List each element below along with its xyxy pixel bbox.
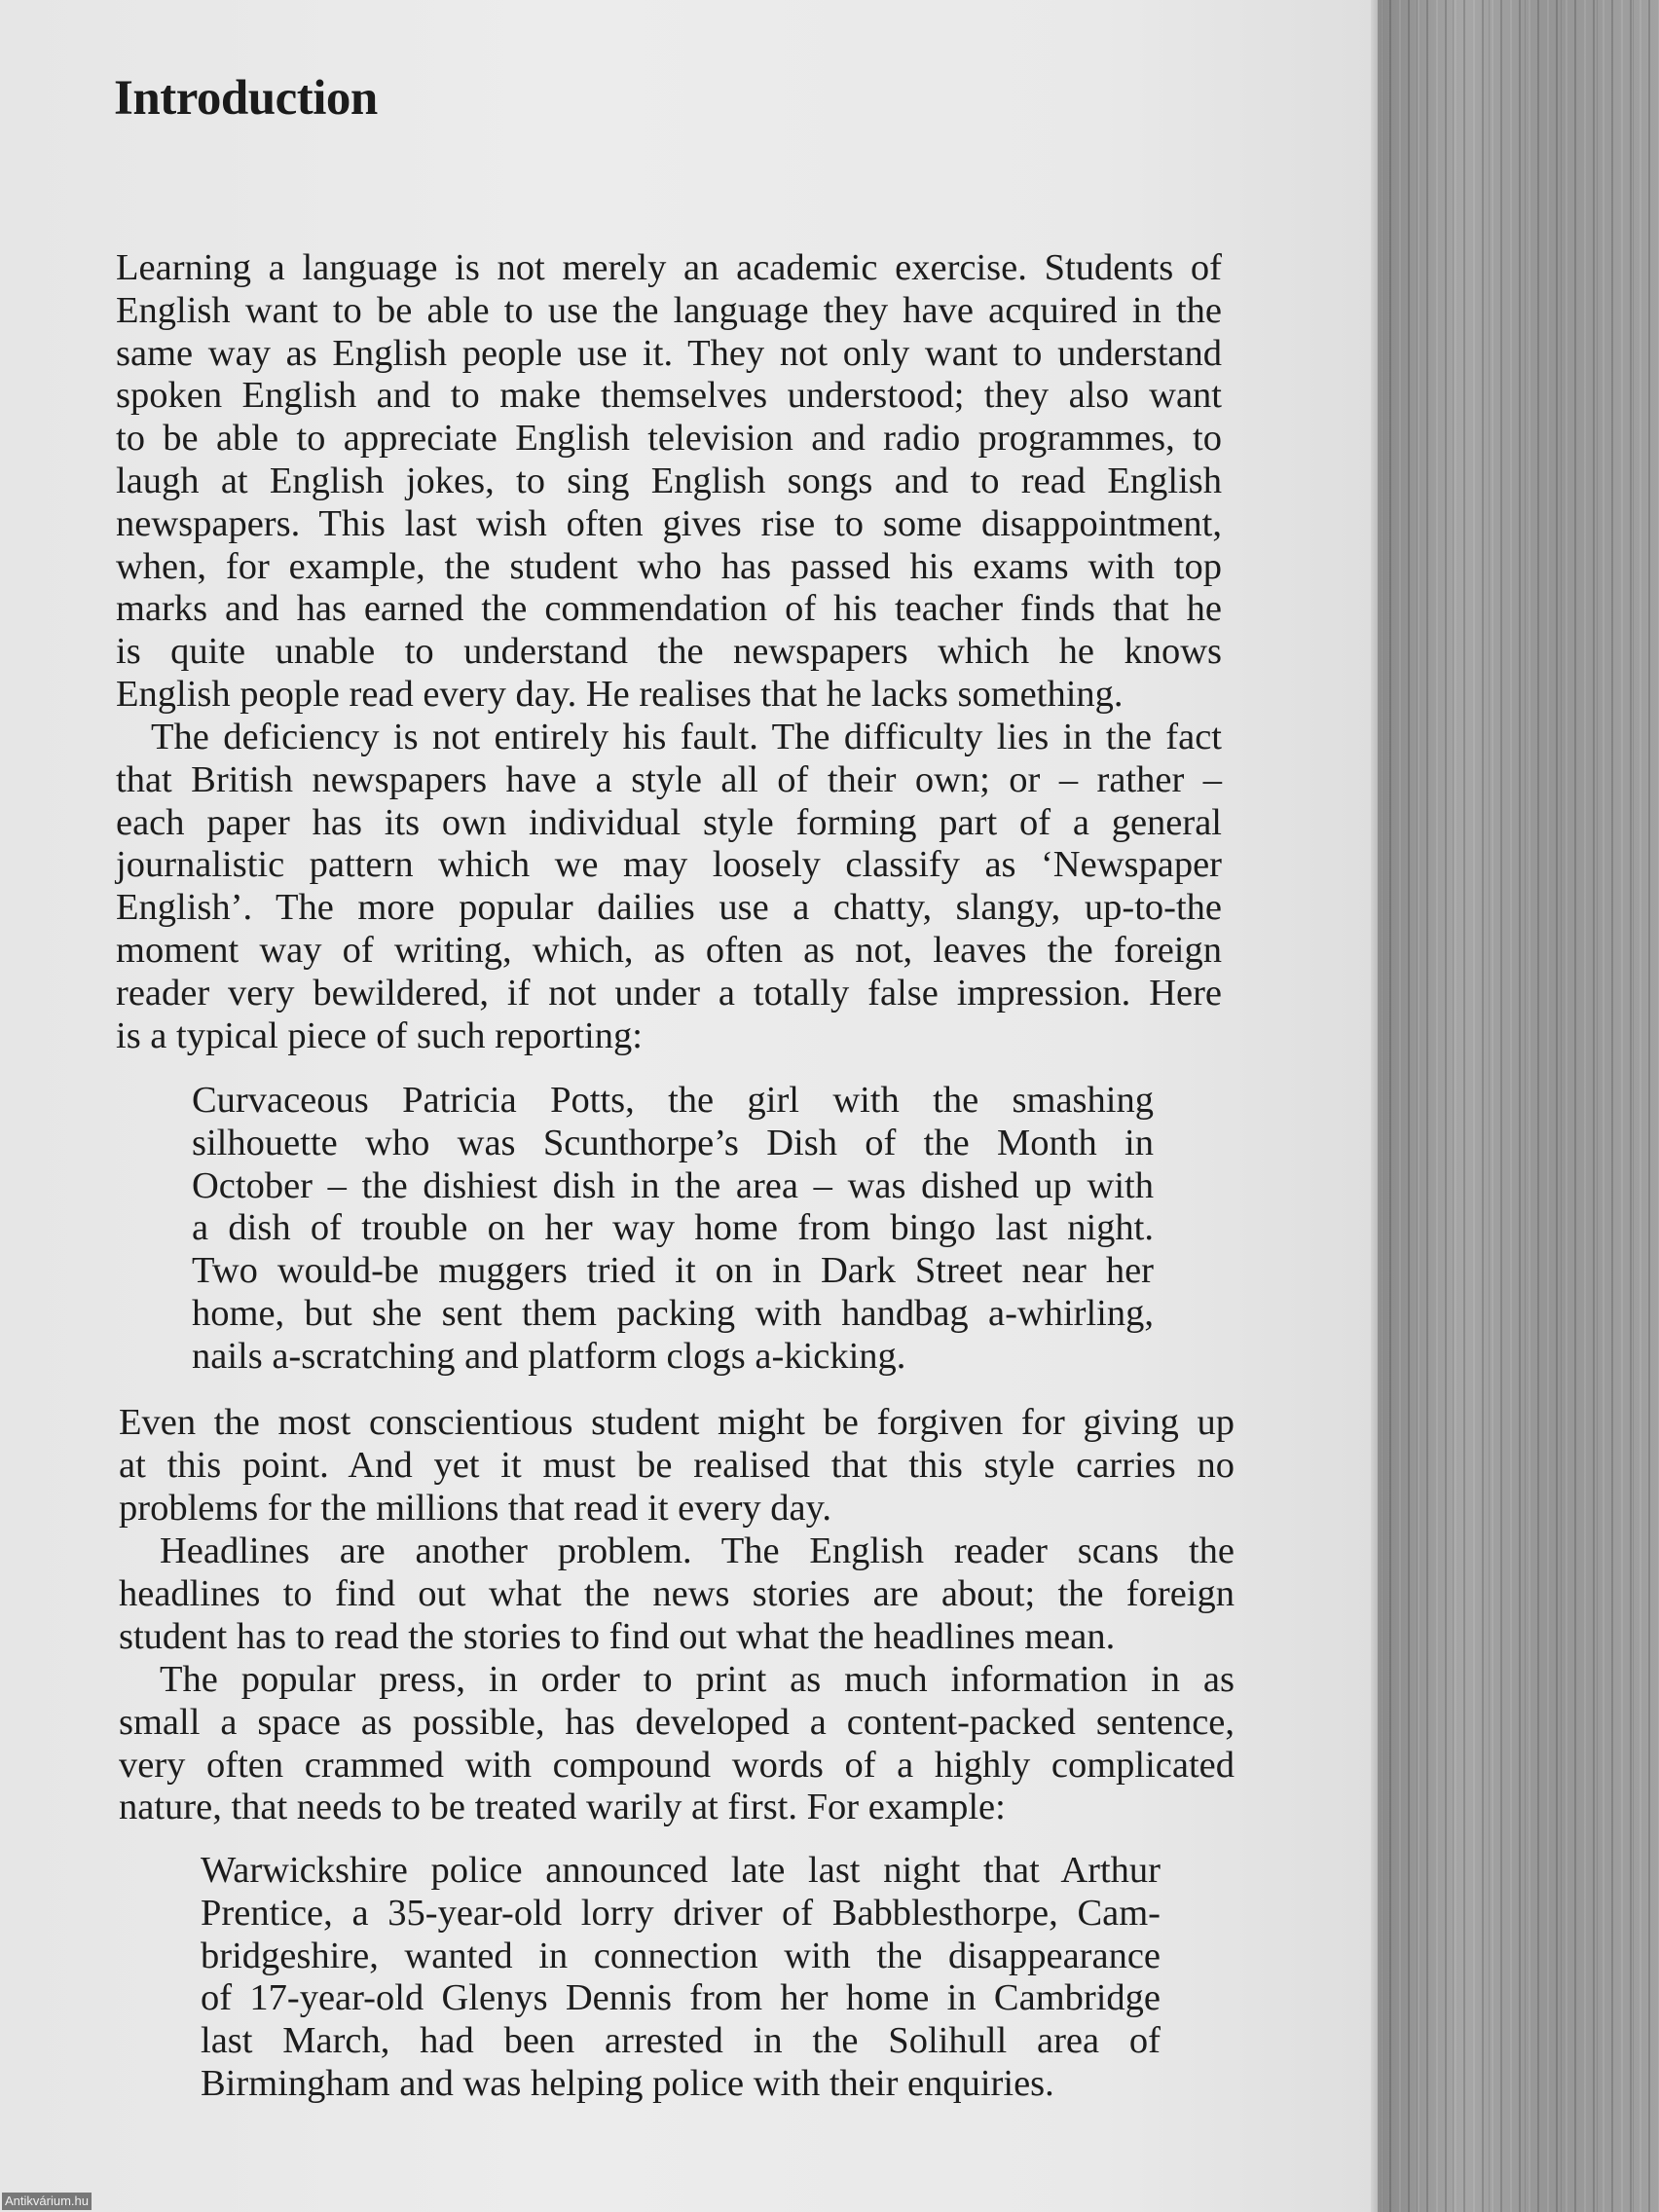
page-title: Introduction	[114, 71, 378, 126]
quoted-article-1	[192, 1080, 1154, 1379]
text-line: nails a-scratching and platform clogs a-kicking.	[192, 1335, 906, 1377]
text-line: of 17-year-old Glenys Dennis from her home in Cambridge	[201, 1977, 1161, 2019]
text-line: same way as English people use it. They not only want to understand	[116, 332, 1222, 374]
paragraph-2	[116, 717, 1222, 1057]
text-line: The popular press, in order to print as much information in as	[160, 1659, 1235, 1700]
text-line: newspapers. This last wish often gives rise to some disappointment,	[116, 502, 1222, 544]
text-line: reader very bewildered, if not under a totally false impression. Here	[116, 972, 1222, 1014]
text-line: a dish of trouble on her way home from bingo last night.	[192, 1207, 1154, 1249]
text-line: Even the most conscientious student might be forgiven for giving up	[119, 1402, 1235, 1443]
text-line: bridgeshire, wanted in connection with the disappearance	[201, 1935, 1161, 1976]
text-line: spoken English and to make themselves understood; they also want	[116, 375, 1222, 417]
text-line: each paper has its own individual style forming part of a general	[116, 801, 1222, 843]
text-line: Learning a language is not merely an academic exercise. Students of	[116, 247, 1222, 288]
text-line: journalistic pattern which we may loosely classify as ‘Newspaper	[116, 844, 1222, 886]
text-line: very often crammed with compound words of a highly complicated	[119, 1744, 1235, 1786]
text-line: small a space as possible, has developed a content-packed sentence,	[119, 1701, 1235, 1743]
text-line: English people read every day. He realises that he lacks something.	[116, 673, 1124, 715]
text-line: problems for the millions that read it every day.	[119, 1487, 832, 1529]
text-line: Two would-be muggers tried it on in Dark Street near her	[192, 1250, 1154, 1292]
text-line: at this point. And yet it must be realised that this style carries no	[119, 1444, 1235, 1486]
text-line: Birmingham and was helping police with their enquiries.	[201, 2062, 1054, 2104]
text-line: that British newspapers have a style all of their own; or – rather –	[116, 758, 1222, 800]
watermark: Antikvárium.hu	[2, 2193, 92, 2210]
text-line: marks and has earned the commendation of his teacher finds that he	[116, 588, 1222, 630]
text-line: student has to read the stories to find out what the headlines mean.	[119, 1615, 1116, 1657]
paragraph-3	[119, 1402, 1235, 1530]
text-line: Warwickshire police announced late last night that Arthur	[201, 1850, 1161, 1891]
paragraph-4	[119, 1530, 1235, 1658]
page-edge	[1371, 0, 1378, 2212]
text-line: Curvaceous Patricia Potts, the girl with the smashing	[192, 1080, 1154, 1121]
text-line: English’. The more popular dailies use a chatty, slangy, up-to-the	[116, 887, 1222, 929]
text-line: headlines to find out what the news stories are about; the foreign	[119, 1572, 1235, 1614]
text-line: silhouette who was Scunthorpe’s Dish of the Month in	[192, 1122, 1154, 1163]
text-line: Prentice, a 35-year-old lorry driver of Babblesthorpe, Cam-	[201, 1892, 1161, 1934]
text-line: laugh at English jokes, to sing English songs and to read English	[116, 460, 1222, 501]
text-line: last March, had been arrested in the Solihull area of	[201, 2020, 1161, 2062]
text-line: is a typical piece of such reporting:	[116, 1014, 643, 1056]
paragraph-1	[116, 247, 1222, 717]
text-line: is quite unable to understand the newspapers which he knows	[116, 631, 1222, 673]
text-line: October – the dishiest dish in the area – was dished up with	[192, 1164, 1154, 1206]
text-line: nature, that needs to be treated warily at first. For example:	[119, 1787, 1006, 1828]
text-line: home, but she sent them packing with handbag a-whirling,	[192, 1292, 1154, 1334]
text-line: moment way of writing, which, as often as not, leaves the foreign	[116, 929, 1222, 971]
wooden-background	[1381, 0, 1659, 2212]
text-line: English want to be able to use the language they have acquired in the	[116, 289, 1222, 331]
text-line: The deficiency is not entirely his fault. The difficulty lies in the fact	[151, 717, 1222, 757]
text-line: when, for example, the student who has passed his exams with top	[116, 545, 1222, 587]
text-line: to be able to appreciate English television and radio programmes, to	[116, 418, 1222, 460]
quoted-article-2	[201, 1850, 1161, 2106]
text-line: Headlines are another problem. The English reader scans the	[160, 1530, 1235, 1571]
paragraph-5	[119, 1659, 1235, 1829]
